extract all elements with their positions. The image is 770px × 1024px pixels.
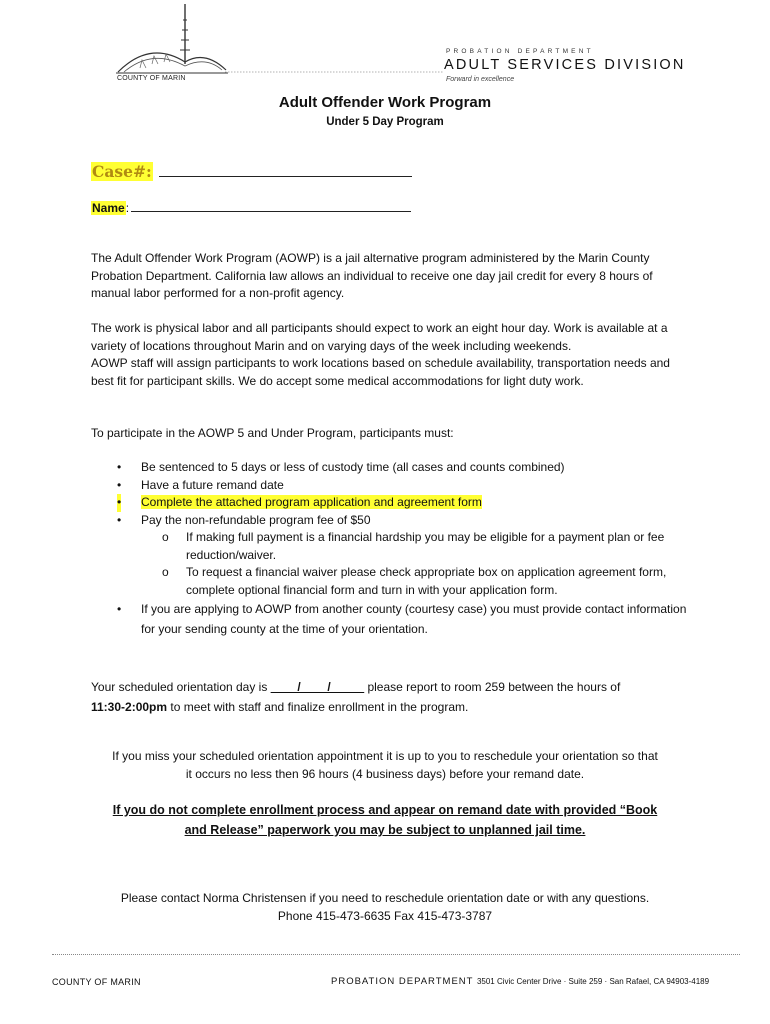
name-field[interactable] <box>91 200 411 215</box>
footer-address: 3501 Civic Center Drive · Suite 259 · San Rafael, CA 94903-4189 <box>476 977 710 986</box>
footer-divider <box>52 954 740 955</box>
work-description-paragraph <box>91 320 691 390</box>
tagline: Forward in excellence <box>446 76 515 83</box>
list-item: o To request a financial waiver please check appropriate box on application agreement form, complete optional financial form and turn in with your application form. <box>162 565 667 597</box>
orientation-date-blank[interactable]: ____/____/_____ <box>270 680 365 694</box>
list-item: o If making full payment is a financial hardship you may be eligible for a payment plan or fee reduction/waiver. <box>162 530 665 562</box>
bullet-icon: • <box>117 602 122 616</box>
case-number-label: Case#: <box>92 162 152 181</box>
intro-paragraph: The Adult Offender Work Program (AOWP) is a jail alternative program administered by the Marin County Probation Department. California law allows an individual to receive one day jail credit for every 8 hours of manual labor performed for a non-profit agency. <box>91 251 653 300</box>
bullet-icon: • <box>117 512 122 527</box>
name-label: Name <box>92 201 125 215</box>
case-number-blank[interactable] <box>159 164 412 177</box>
list-item: • Have a future remand date <box>117 477 697 495</box>
work-description-text: The work is physical labor and all participants should expect to work an eight hour day. Work is available at a variety of locations throughout Marin and on varying days of the week including weekends. <box>91 321 668 353</box>
header-rule <box>225 70 445 74</box>
orientation-hours: 11:30-2:00pm <box>91 700 168 714</box>
sub-bullet-icon: o <box>162 565 169 579</box>
phone-fax: Phone 415-473-6635 Fax 415-473-3787 <box>277 909 493 923</box>
jail-time-warning: If you do not complete enrollment process and appear on remand date with provided “Book and Release” paperwork you may be subject to unplanned jail time. <box>112 803 658 837</box>
footer-county: COUNTY OF MARIN <box>52 977 141 987</box>
bullet-icon: • <box>117 477 122 492</box>
requirements-intro: To participate in the AOWP 5 and Under Program, participants must: <box>91 426 454 440</box>
document-subtitle: Under 5 Day Program <box>326 116 444 128</box>
missed-appointment-notice: If you miss your scheduled orientation appointment it is up to you to reschedule your orientation so that it occurs no less then 96 hours (4 business days) before your remand date. <box>112 749 658 781</box>
department-heading: PROBATION DEPARTMENT <box>446 48 594 55</box>
footer-address-block <box>331 976 709 987</box>
list-item <box>117 494 697 512</box>
sub-bullet-icon: o <box>162 530 169 544</box>
assignment-text: AOWP staff will assign participants to work locations based on schedule availability, transportation needs and best fit for participant skills. We do accept some medical accommodations for light duty work. <box>91 356 670 388</box>
orientation-paragraph: Your scheduled orientation day is ____/____/_____ please report to room 259 between the hours of 11:30-2:00pm to meet with staff and finalize enrollment in the program. <box>91 680 621 714</box>
county-logo-text: COUNTY OF MARIN <box>117 75 186 82</box>
contact-info: Please contact Norma Christensen if you need to reschedule orientation date or with any questions. Phone 415-473-6635 Fax 415-473-3787 <box>120 891 650 923</box>
fee-sublist <box>141 529 697 599</box>
footer-department: PROBATION DEPARTMENT <box>331 976 474 987</box>
division-heading: ADULT SERVICES DIVISION <box>444 57 686 73</box>
name-blank[interactable] <box>131 200 411 212</box>
document-title: Adult Offender Work Program <box>278 94 492 111</box>
name-colon: : <box>125 201 130 215</box>
list-item: • If you are applying to AOWP from another county (courtesy case) you must provide contact information for your sending county at the time of your orientation. <box>117 599 697 639</box>
case-number-field[interactable] <box>91 162 412 181</box>
bullet-icon: • <box>117 460 122 474</box>
list-item: • Be sentenced to 5 days or less of custody time (all cases and counts combined) <box>117 459 697 477</box>
highlighted-requirement: Complete the attached program application and agreement form <box>141 495 482 509</box>
list-item: • Pay the non-refundable program fee of $50 o If making full payment is a financial hardship you may be eligible for a payment plan or fee reduction/waiver. o To request a financial waiver please check appropriate box on application agreement form, complete optional financial form and turn in with your application form. <box>117 512 697 600</box>
requirements-list <box>117 459 697 639</box>
bullet-icon: • <box>117 494 121 512</box>
county-logo <box>110 0 230 82</box>
